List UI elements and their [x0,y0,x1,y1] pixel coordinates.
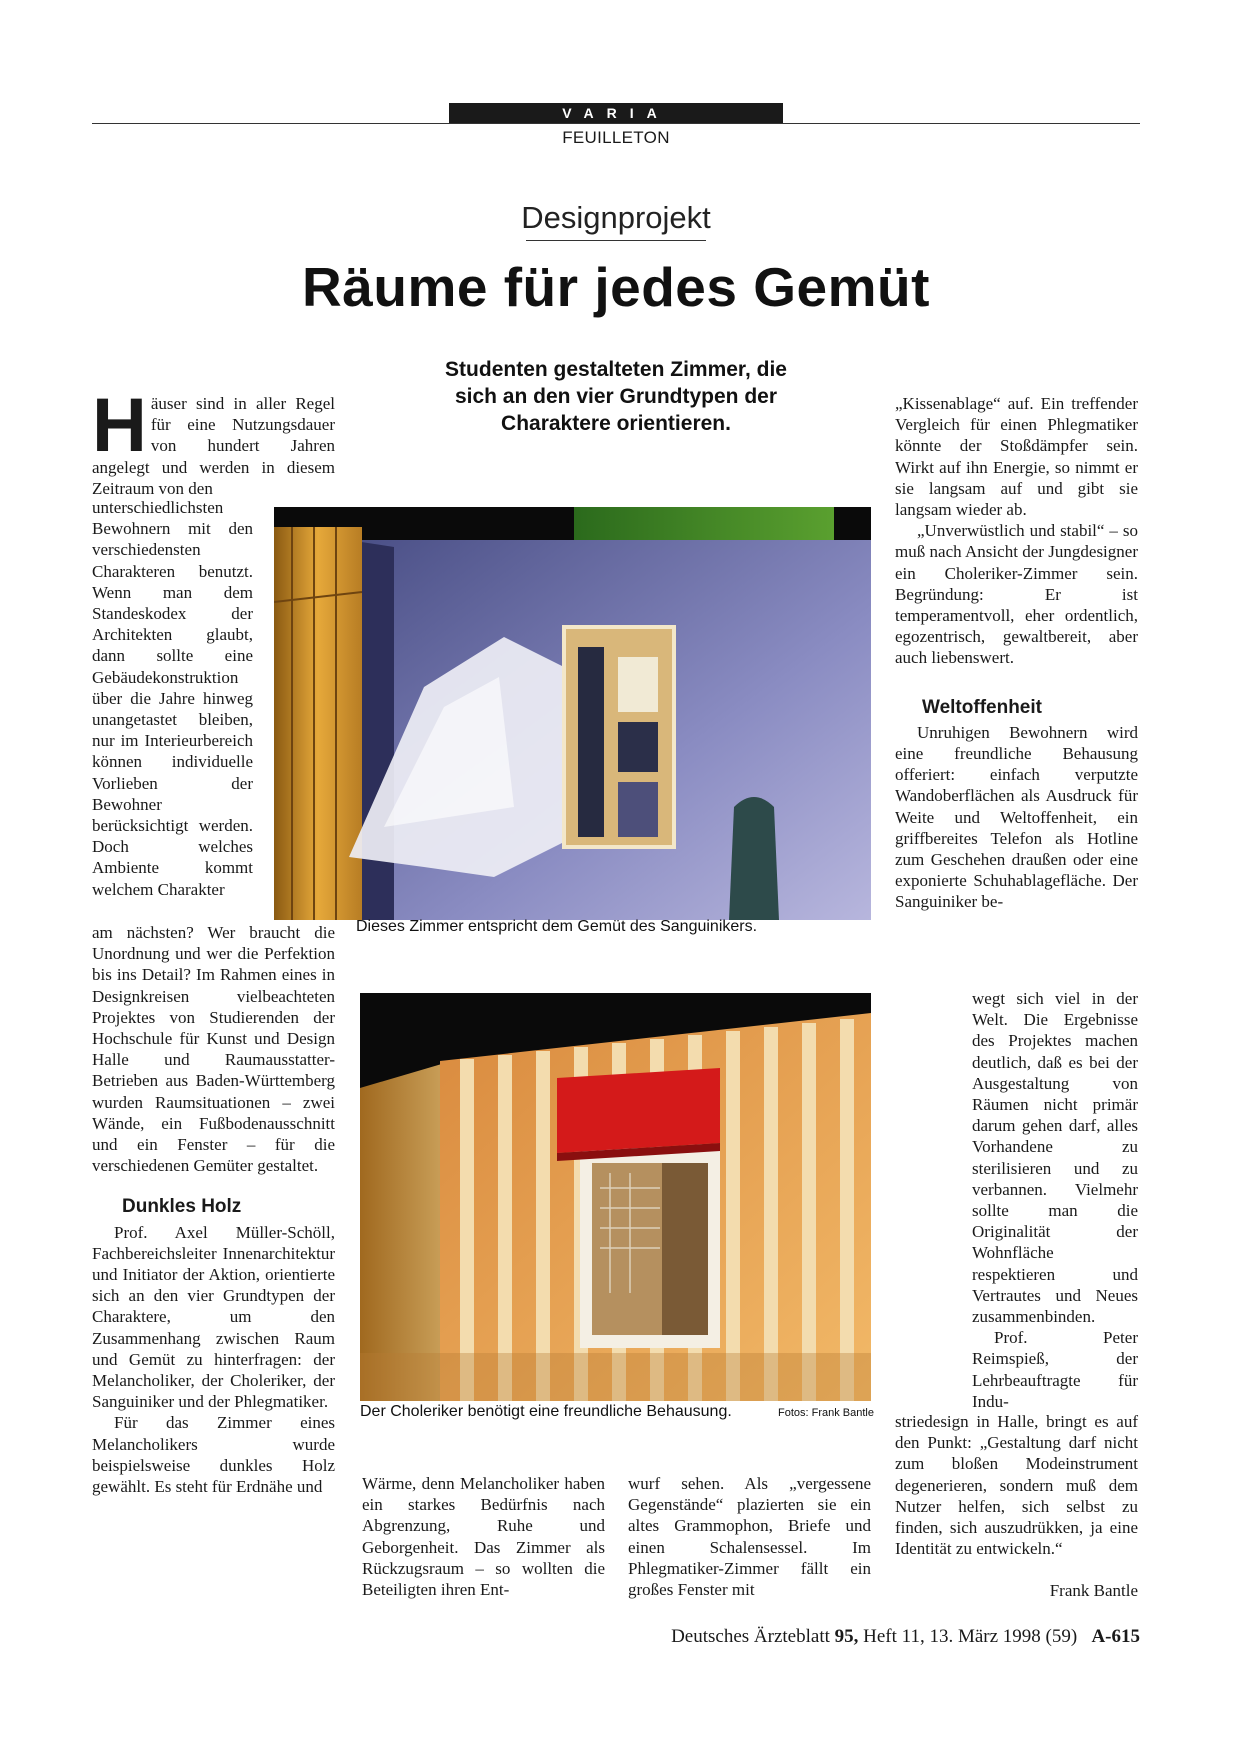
footer-issue: Heft 11, 13. März 1998 (59) [863,1626,1078,1647]
col4-para3-full: Unruhigen Bewohnern wird eine freundliche Behausung offeriert: einfach verputzte Wandoberflächen als Ausdruck für Weite und Weltoffenheit, ein griffbereites Telefon als Hotline zum Geschehen draußen oder eine exponierte Schuhablagefläche. Der Sanguiniker be- [895,722,1138,912]
page-footer [560,1626,1140,1648]
col1-narrow-text: unterschiedlichsten Bewohnern mit den verschiedensten Charakteren benutzt. Wenn man dem Standeskodex der Architekten glaubt, dann sollte eine Gebäudekonstruktion über die Jahre hinweg unangetastet bleiben, nur im Interieurbereich können individuelle Vorlieben der Bewohner berücksichtigt werden. Doch welches Ambiente kommt welchem Charakter [92,498,253,899]
col1-para2: Prof. Axel Müller-Schöll, Fachbereichsleiter Innenarchitektur und Initiator der Aktion, orientierte sich an den vier Grundtypen der Charaktere, um den Zusammenhang zwischen Raum und Gemüt zu hinterfragen: der Melancholiker, der Choleriker, der Sanguiniker und der Phlegmatiker. [92,1222,335,1412]
subhead-dunkles-holz: Dunkles Holz [122,1196,242,1218]
col2-text: Wärme, denn Melancholiker haben ein starkes Bedürfnis nach Abgrenzung, Ruhe und Geborgenheit. Das Zimmer als Rückzugsraum – so wollten die Beteiligten ihren Ent- [362,1474,605,1600]
section-label: VARIA [449,103,783,123]
photo-credit: Fotos: Frank Bantle [778,1407,874,1419]
col4-bottom [895,1411,1138,1559]
header-rule [92,123,1140,124]
footer-journal: Deutsches Ärzteblatt [671,1626,830,1647]
photo1-caption: Dieses Zimmer entspricht dem Gemüt des Sanguinikers. [356,918,758,935]
photo-choleriker-room [360,993,871,1401]
subsection-label: FEUILLETON [562,128,670,147]
photo-choleriker-image [360,993,871,1401]
footer-page: A-615 [1091,1626,1140,1647]
dropcap: H [92,383,147,468]
article-deck: Studenten gestalteten Zimmer, die sich an den vier Grundtypen der Charaktere orientieren. [445,358,787,435]
col1-lead-text: äuser sind in aller Regel für eine Nutzungsdauer von hundert Jahren angelegt und werden in diesem Zeitraum von den [92,394,335,498]
photo-sanguiniker-room [274,507,871,920]
col1-top [92,383,335,499]
article-author: Frank Bantle [1049,1581,1138,1600]
col4-para1: „Kissenablage“ auf. Ein treffender Vergleich für einen Phlegmatiker könnte der Stoßdämpfer sein. Wirkt auf ihn Energie, so nimmt er sie langsam auf und gibt sie langsam wieder ab. [895,394,1138,520]
col1-para1-rest: am nächsten? Wer braucht die Unordnung und wer die Perfektion bis ins Detail? Im Rahmen eines in Designkreisen vielbeachteten Projektes von Studierenden der Hochschule für Kunst und Design Halle und Raumausstatter-Betrieben aus Baden-Württemberg wurden Raumsituationen – zwei Wände, ein Fußbodenausschnitt und ein Fenster – für die verschiedenen Gemüter gestaltet. [92,923,335,1176]
photo2-caption: Der Choleriker benötigt eine freundliche Behausung. [360,1403,732,1420]
article-headline: Räume für jedes Gemüt [302,256,930,318]
col1-body [92,922,335,1497]
col3-text: wurf sehen. Als „vergessene Gegenstände“ plazierten sie ein altes Grammophon, Briefe und einen Schalensessel. Im Phlegmatiker-Zimmer fällt ein großes Fenster mit [628,1474,871,1600]
col4-para4-full: striedesign in Halle, bringt es auf den Punkt: „Gestaltung darf nicht zum bloßen Modeinstrument degenerieren, sondern muß dem Nutzer helfen, sich selbst zu finden, sich auszudrükken, ja eine Identität zu entwickeln.“ [895,1412,1138,1559]
article-kicker: Designprojekt [521,200,711,235]
footer-volume: 95, [834,1626,859,1647]
col4-para2: „Unverwüstlich und stabil“ – so muß nach Ansicht der Jungdesigner ein Choleriker-Zimmer sein. Begründung: Er ist temperamentvoll, eher ordentlich, egozentrisch, gewaltbereit, aber auch liebenswert. [895,521,1138,668]
col4-para4-narrow: Prof. Peter Reimspieß, der Lehrbeauftragte für Indu- [972,1328,1138,1411]
col4-top [895,393,1138,913]
kicker-underline [526,240,706,241]
photo-sanguiniker-image [274,507,871,920]
col4-narrow [972,988,1138,1412]
col4-para3-narrow: wegt sich viel in der Welt. Die Ergebnisse des Projektes machen deutlich, daß es bei der Ausgestaltung von Räumen nicht primär darum gehen darf, alles Vorhandene zu sterilisieren und zu verbannen. Vielmehr sollte man die Originalität der Wohnfläche respektieren und Vertrautes und Neues zusammenbinden. [972,989,1138,1327]
col1-para3: Für das Zimmer eines Melancholikers wurde beispielsweise dunkles Holz gewählt. Es steht für Erdnähe und [92,1413,335,1497]
subhead-weltoffenheit: Weltoffenheit [922,696,1042,718]
